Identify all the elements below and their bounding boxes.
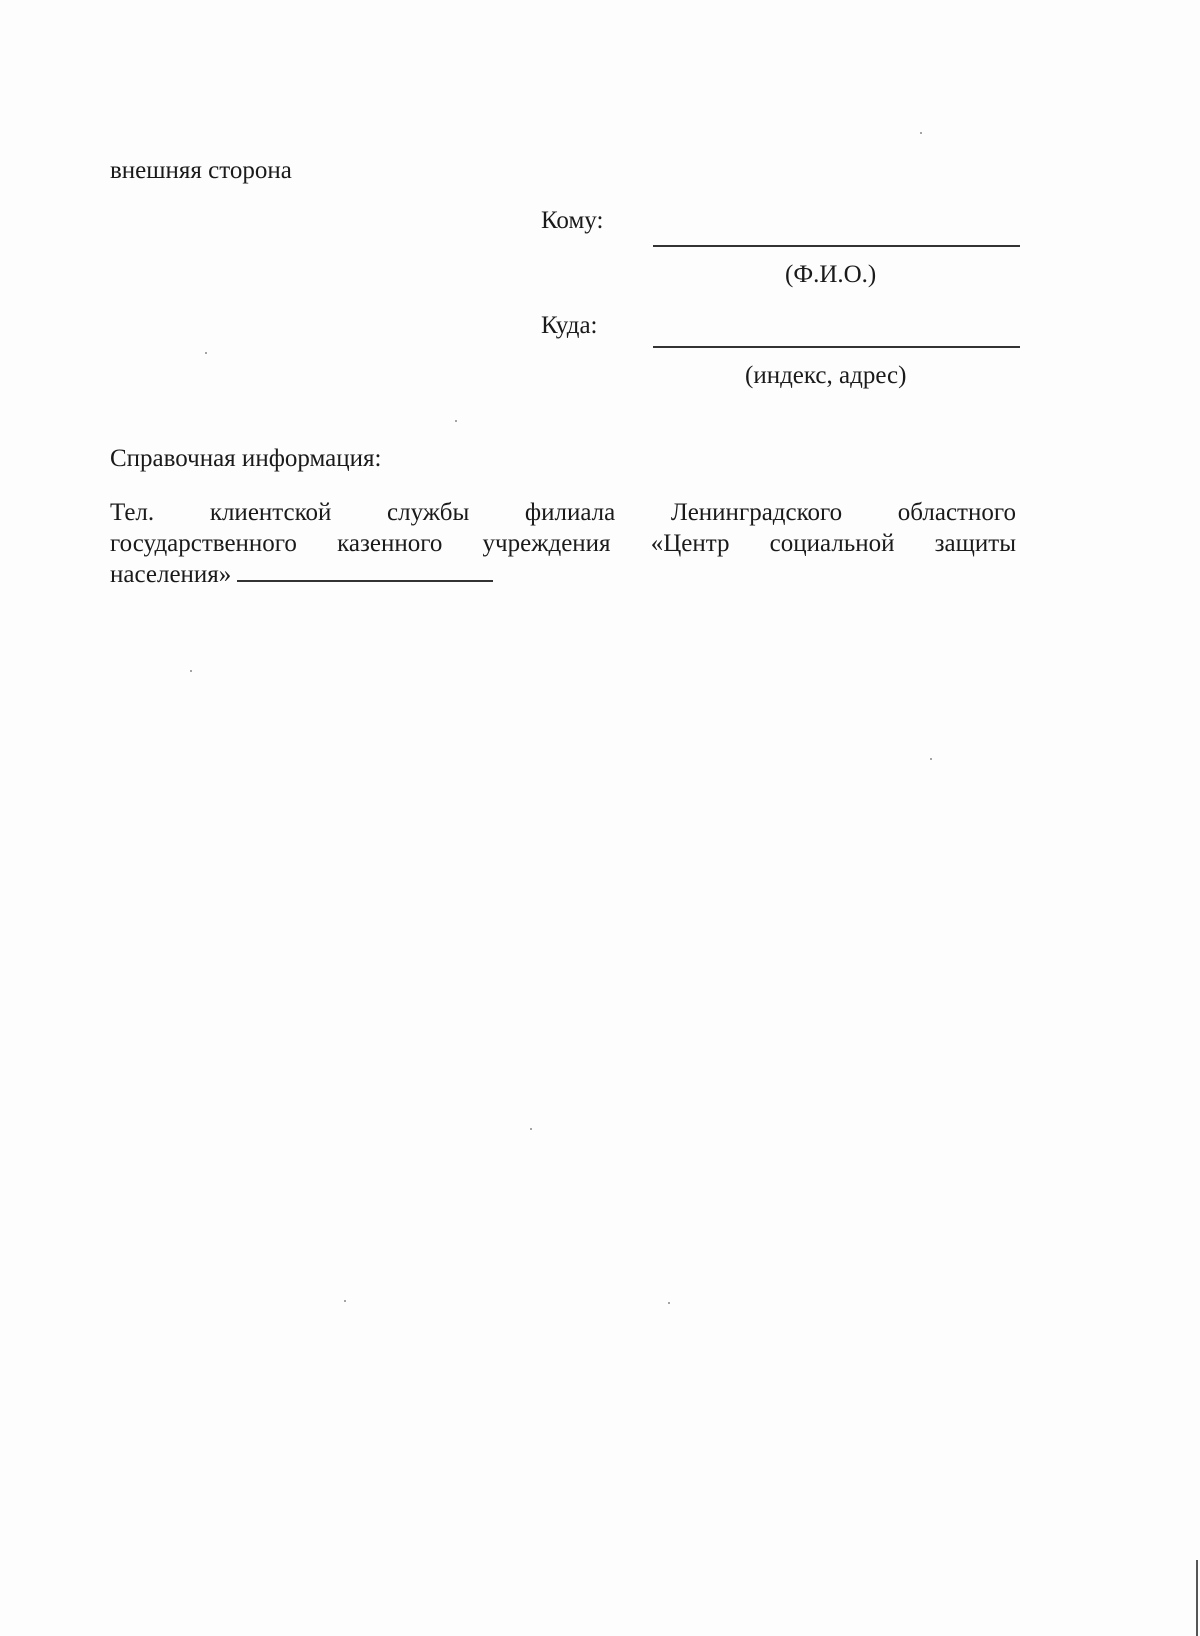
phone-blank-line — [237, 580, 493, 582]
scan-speck — [530, 1128, 532, 1130]
scan-speck — [930, 758, 932, 760]
to-blank-line — [653, 245, 1020, 247]
scan-speck — [455, 420, 457, 422]
reference-paragraph — [110, 497, 1016, 590]
side-label: внешняя сторона — [110, 157, 292, 184]
to-label: Кому: — [541, 207, 604, 234]
where-label: Куда: — [541, 312, 598, 339]
reference-line-last — [110, 559, 1016, 590]
where-caption: (индекс, адрес) — [745, 362, 907, 389]
reference-line-text: населения» — [110, 561, 232, 588]
to-caption: (Ф.И.О.) — [785, 261, 877, 288]
where-blank-line — [653, 346, 1020, 348]
reference-title: Справочная информация: — [110, 445, 382, 472]
reference-line: Тел. клиентской службы филиала Ленинградского областного — [110, 499, 1016, 526]
scan-edge-line — [1196, 1560, 1198, 1636]
scan-speck — [668, 1302, 670, 1304]
scan-speck — [920, 132, 922, 134]
scan-speck — [190, 670, 192, 672]
scan-speck — [205, 352, 207, 354]
reference-line: государственного казенного учреждения «Центр социальной защиты — [110, 530, 1016, 557]
scan-speck — [344, 1300, 346, 1302]
